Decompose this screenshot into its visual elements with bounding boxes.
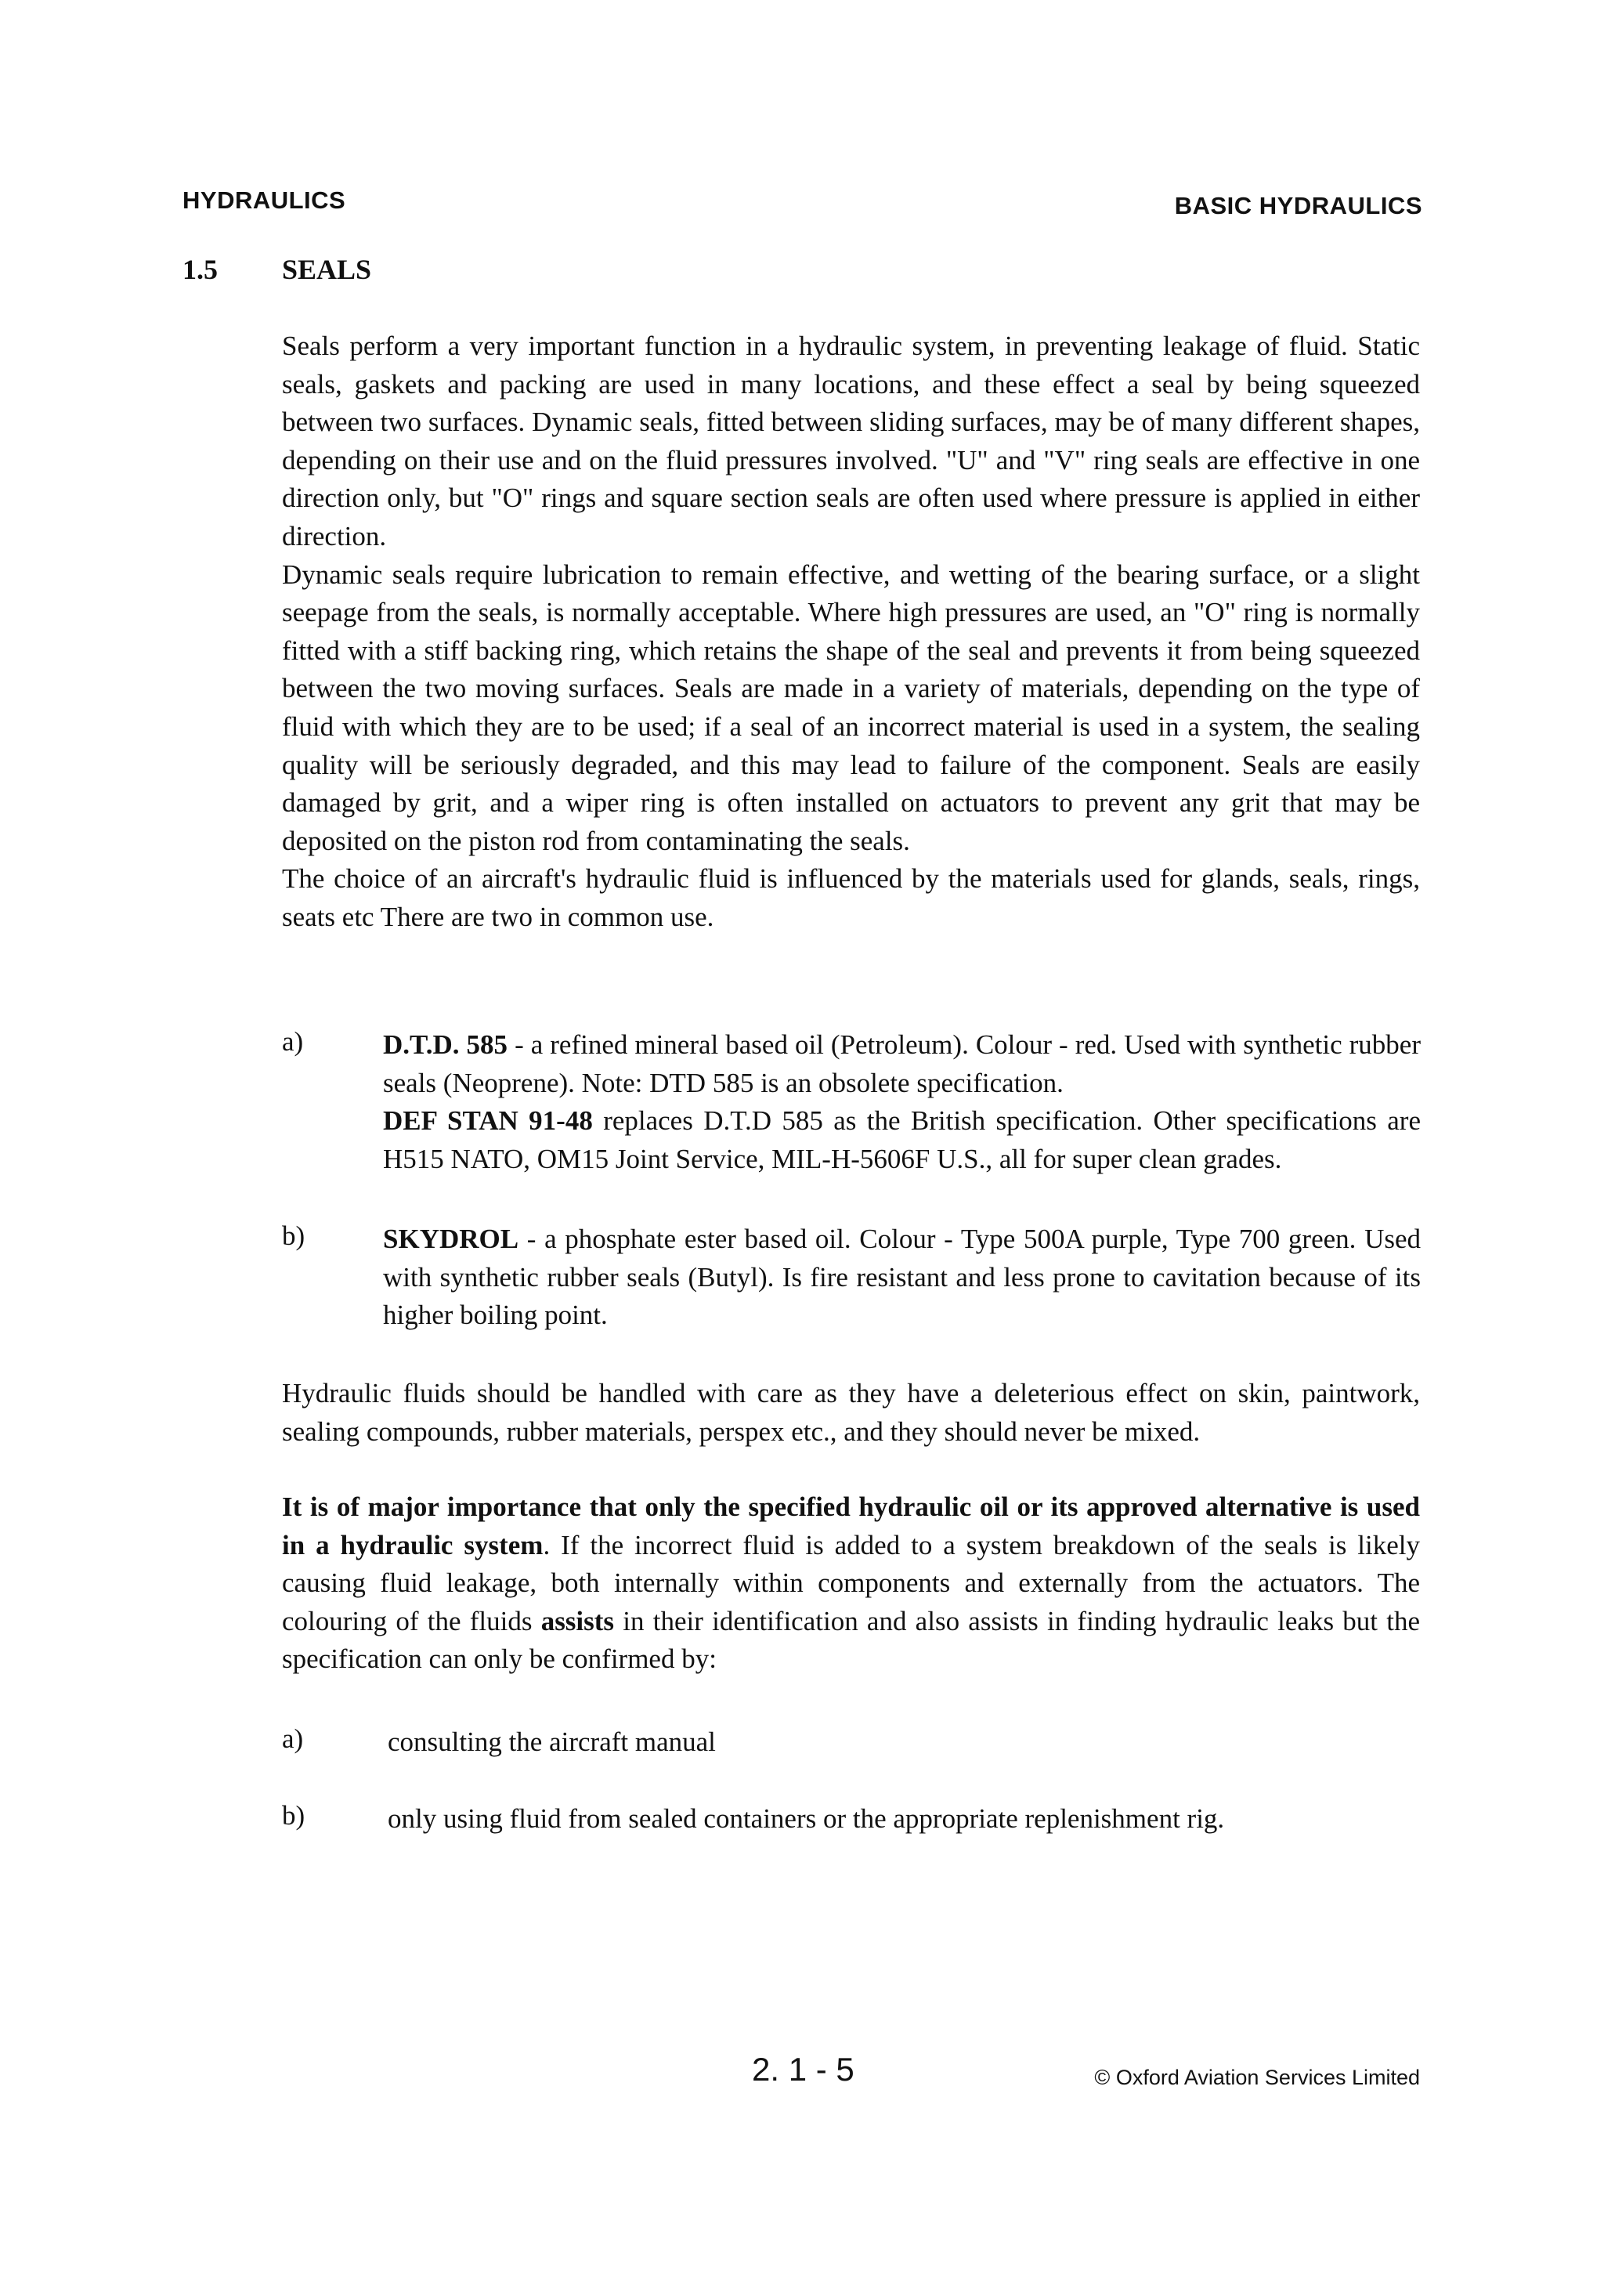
fluid-description: - a refined mineral based oil (Petroleum). Colour - red. Used with synthetic rubber seals (Neoprene). Note: DTD 585 is an obsolete specification. [383,1029,1421,1098]
important-body-text: . If the incorrect fluid is added to a system breakdown of the seals is likely causing fluid leakage, both internally within components and externally from the actuators. The colouring of the fluids [282,1529,1420,1636]
fluid-name: SKYDROL [383,1224,519,1254]
list-item-content: consulting the aircraft manual [388,1727,716,1757]
section-title: SEALS [282,254,372,285]
list-item-content [383,1026,1421,1178]
list-marker: a) [282,1723,304,1754]
fluid-description: - a phosphate ester based oil. Colour - Type 500A purple, Type 700 green. Used with synthetic rubber seals (Butyl). Is fire resistant and less prone to cavitation because of its higher boiling point. [383,1224,1421,1331]
fluid-description: replaces D.T.D 585 as the British specification. Other specifications are H515 NATO, OM15 Joint Service, MIL-H-5606F U.S., all for super clean grades. [383,1105,1421,1174]
paragraph-handling: Hydraulic fluids should be handled with care as they have a deleterious effect on skin, paintwork, sealing compounds, rubber materials, perspex etc., and they should never be mixed. [282,1378,1420,1447]
important-body-text: in their identification and also assists in finding hydraulic leaks but the specification can only be confirmed by: [282,1605,1421,1675]
list-item-content: only using fluid from sealed containers or the appropriate replenishment rig. [388,1803,1225,1834]
list-marker: a) [282,1026,304,1057]
paragraph-important-notice [282,1488,1420,1679]
assists-bold-text: assists [540,1605,615,1636]
copyright-notice: © Oxford Aviation Services Limited [1094,2066,1420,2089]
paragraph-static-dynamic-seals: Seals perform a very important function in a hydraulic system, in preventing leakage of fluid. Static seals, gaskets and packing are used in many locations, and these effect a seal by being squeezed between two surfaces. Dynamic seals, fitted between sliding surfaces, may be of many different shapes, depending on their use and on the fluid pressures involved. "U" and "V" ring seals are effective in one direction only, but "O" rings and square section seals are often used where pressure is applied in either direction. [282,331,1420,551]
fluid-name: D.T.D. 585 [383,1029,508,1060]
paragraph-fluid-choice: The choice of an aircraft's hydraulic fluid is influenced by the materials used for glands, seals, rings, seats etc There are two in common use. [282,863,1420,932]
list-item-content [383,1220,1421,1335]
fluid-name: DEF STAN 91-48 [383,1105,593,1137]
running-header-left: HYDRAULICS [182,186,346,214]
section-number: 1.5 [182,254,218,285]
running-header-right: BASIC HYDRAULICS [1174,192,1422,219]
list-marker: b) [282,1800,305,1831]
list-marker: b) [282,1220,305,1251]
important-bold-text: It is of major importance that only the specified hydraulic oil or its approved alternative is used in a hydraulic system [282,1491,1420,1560]
page-number: 2. 1 - 5 [752,2051,854,2088]
seals-intro-text [282,327,1420,937]
paragraph-dynamic-seal-lubrication: Dynamic seals require lubrication to remain effective, and wetting of the bearing surface, or a slight seepage from the seals, is normally acceptable. Where high pressures are used, an "O" ring is normally fitted with a stiff backing ring, which retains the shape of the seal and prevents it from being squeezed between the two moving surfaces. Seals are made in a variety of materials, depending on the type of fluid with which they are to be used; if a seal of an incorrect material is used in a system, the sealing quality will be seriously degraded, and this may lead to failure of the component. Seals are easily damaged by grit, and a wiper ring is often installed on actuators to prevent any grit that may be deposited on the piston rod from contaminating the seals. [282,559,1420,856]
